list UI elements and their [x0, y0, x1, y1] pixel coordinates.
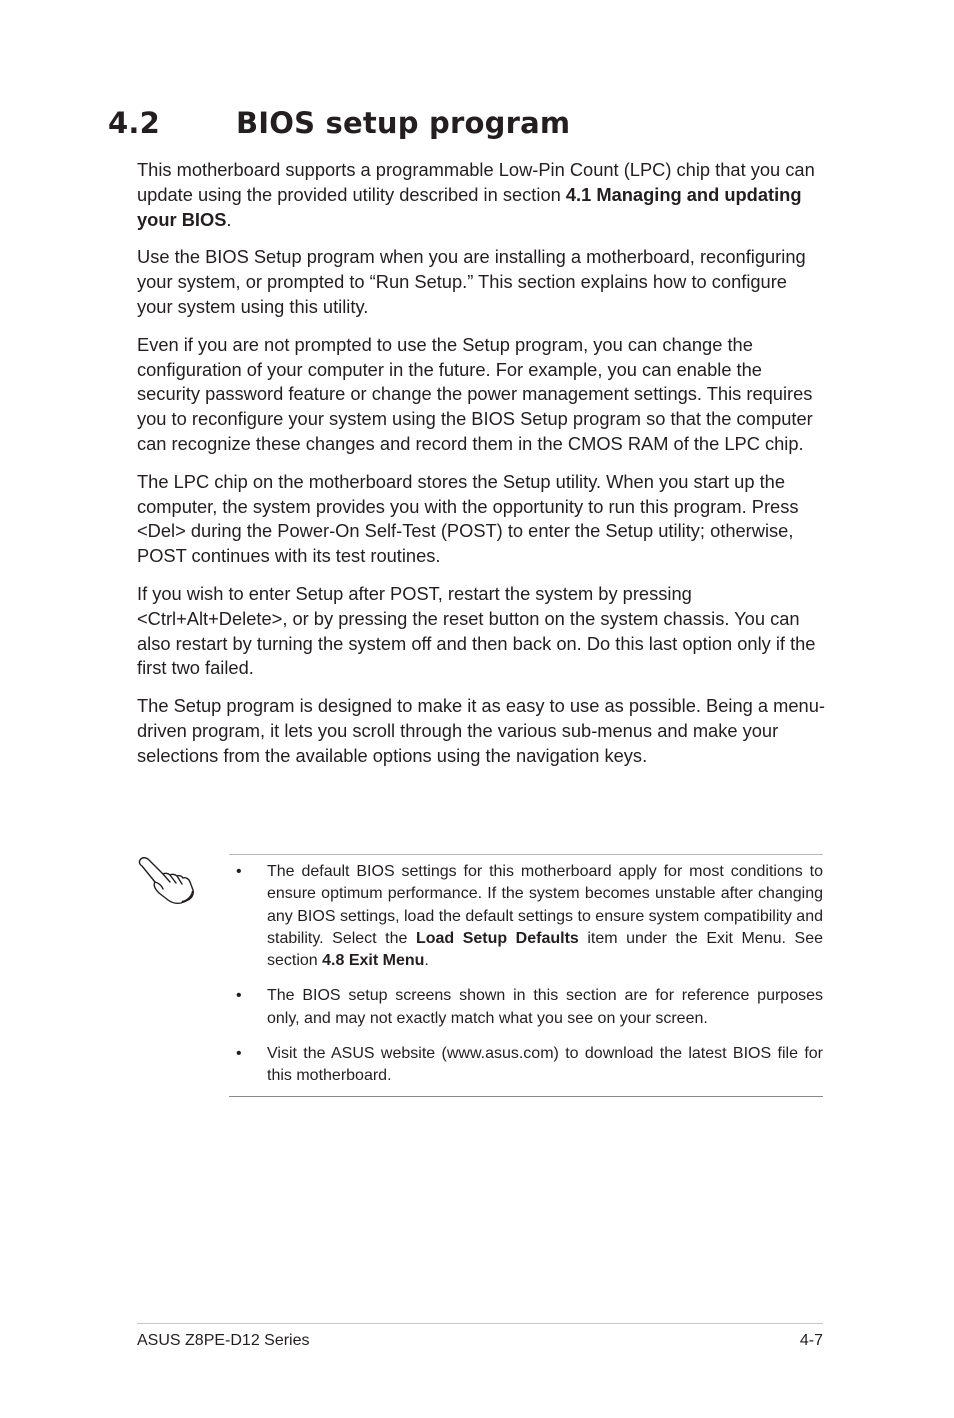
section-reference: 4.8 Exit Menu — [322, 952, 425, 970]
note-list — [229, 861, 823, 1088]
note-text: . — [424, 952, 429, 970]
note-text: The BIOS setup screens shown in this section are for reference purposes only, and may not exactly match what you see on your screen. — [267, 987, 823, 1027]
bullet: • — [236, 987, 242, 1005]
note-box — [229, 854, 823, 1097]
paragraph-lpc-chip: The LPC chip on the motherboard stores the Setup utility. When you start up the computer, the system provides you with the opportunity to run this program. Press <Del> during the Power-On Self-Test (POST) to enter the Setup utility; otherwise, POST continues with its test routines. — [137, 470, 799, 567]
note-text: The default BIOS settings for this motherboard apply for most conditions to ensure optimum performance. If the system becomes unstable after changing any BIOS settings, load the default settings to ensure system compatibility and stability. Select the — [267, 863, 823, 947]
section-title: BIOS setup program — [236, 106, 571, 140]
note-item — [229, 985, 823, 1030]
menu-item-reference: Load Setup Defaults — [415, 929, 579, 947]
section-number: 4.2 — [108, 106, 160, 140]
paragraph-configuration: Even if you are not prompted to use the Setup program, you can change the configuration of your computer in the future. For example, you can enable the security password feature or change the power management settings. This requires you to reconfigure your system using the BIOS Setup program so that the computer can recognize these changes and record them in the CMOS RAM of the LPC chip. — [137, 333, 813, 454]
paragraph-usage: Use the BIOS Setup program when you are installing a motherboard, reconfiguring your system, or prompted to “Run Setup.” This section explains how to configure your system using this utility. — [137, 246, 806, 317]
note-text: Visit the ASUS website (www.asus.com) to download the latest BIOS file for this motherboard. — [267, 1045, 823, 1085]
paragraph-intro — [137, 158, 827, 232]
note-item — [229, 861, 823, 972]
bullet: • — [236, 1045, 242, 1063]
footer-page-number: 4-7 — [799, 1332, 823, 1349]
footer-product-name: ASUS Z8PE-D12 Series — [137, 1332, 310, 1349]
section-reference: 4.1 Managing and updating your BIOS — [137, 183, 802, 230]
pointing-hand-icon — [137, 852, 199, 906]
note-item — [229, 1043, 823, 1088]
paragraph-text: This motherboard supports a programmable Low-Pin Count (LPC) chip that you can update using the provided utility described in section — [137, 159, 815, 205]
paragraph-restart: If you wish to enter Setup after POST, restart the system by pressing <Ctrl+Alt+Delete>, or by pressing the reset button on the system chassis. You can also restart by turning the system off and then back on. Do this last option only if the first two failed. — [137, 582, 816, 679]
bullet: • — [236, 863, 242, 880]
note-text: item under the Exit Menu. See section — [267, 929, 824, 970]
paragraph-navigation: The Setup program is designed to make it as easy to use as possible. Being a menu-driven program, it lets you scroll through the various sub-menus and make your selections from the available options using the navigation keys. — [137, 695, 825, 766]
section-heading — [108, 106, 570, 140]
footer-divider — [137, 1323, 823, 1324]
body-text — [137, 158, 827, 782]
paragraph-text: . — [226, 208, 232, 230]
